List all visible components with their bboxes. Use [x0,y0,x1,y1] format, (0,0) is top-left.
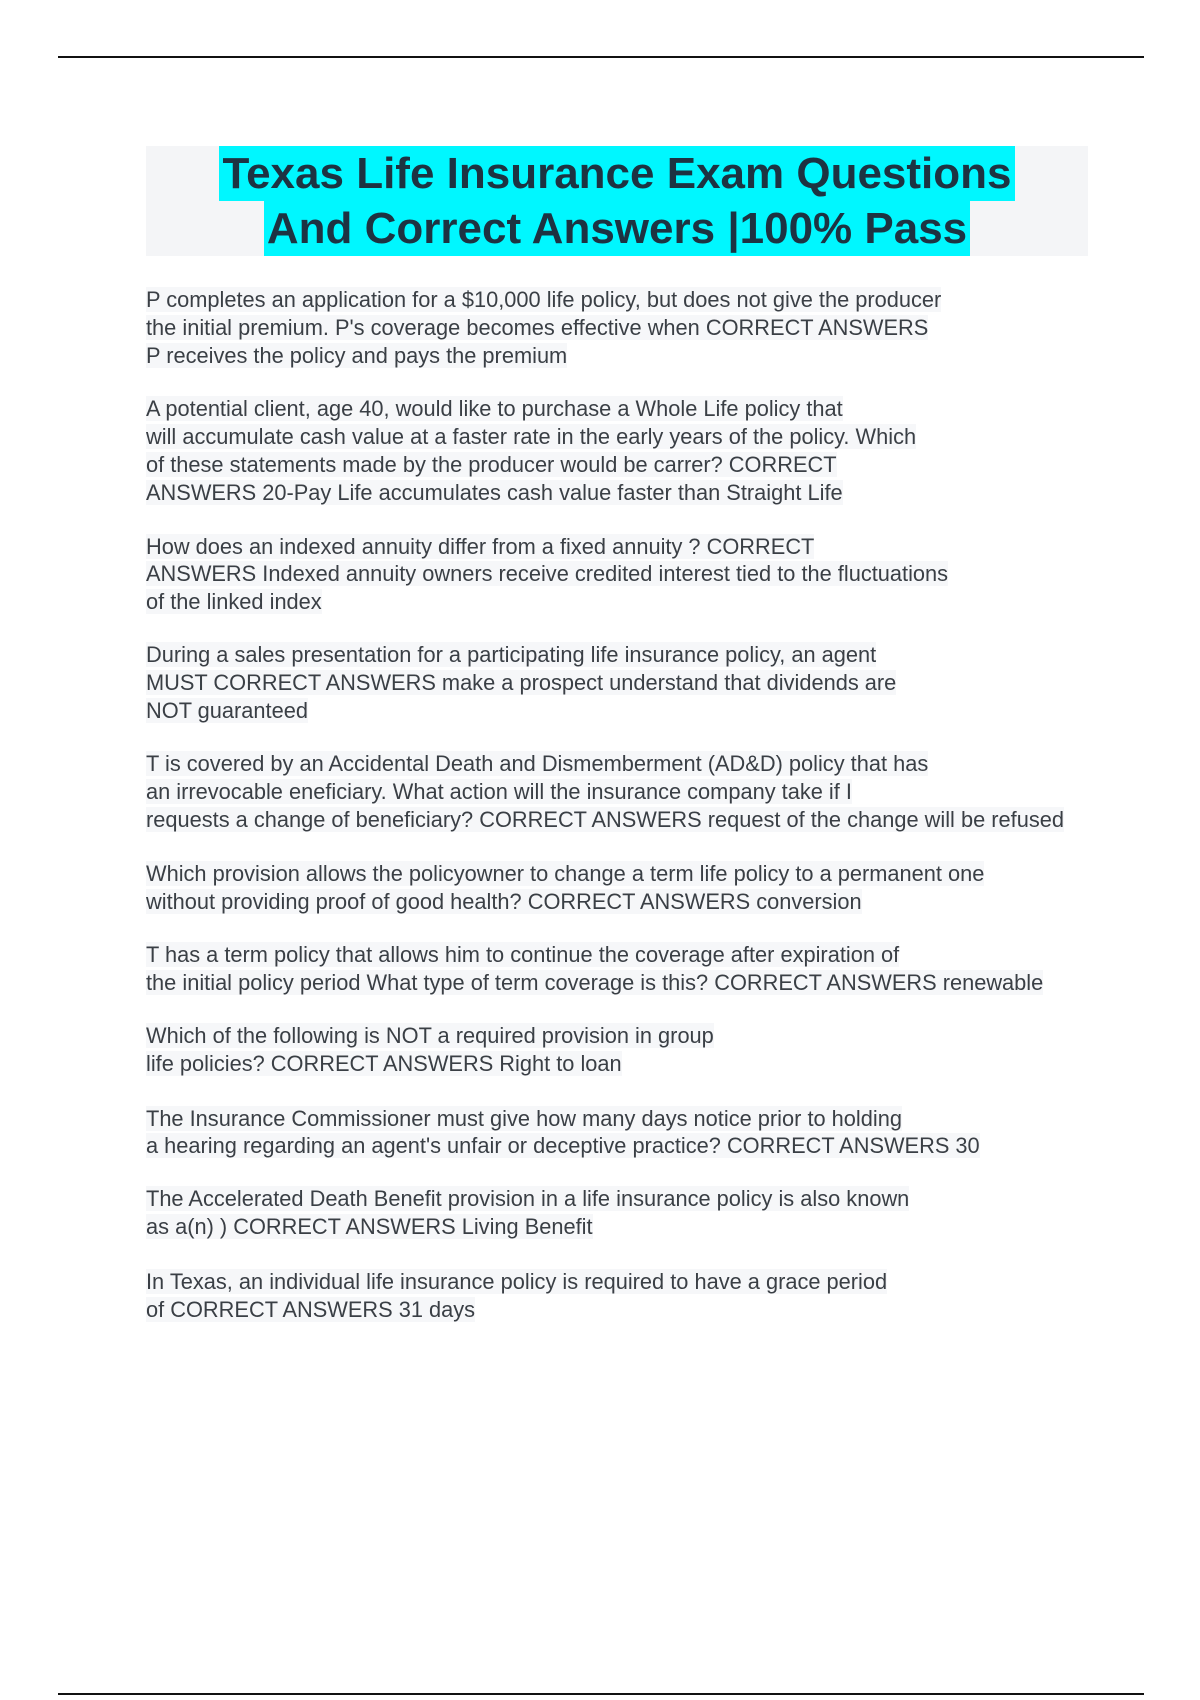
qa-item: The Insurance Commissioner must give how many days notice prior to holding a hearing regarding an agent's unfair or deceptive practice? CORRECT ANSWERS 30 [146,1105,980,1159]
top-rule [58,56,1144,58]
qa-item: P completes an application for a $10,000 life policy, but does not give the producer the initial premium. P's coverage becomes effective when CORRECT ANSWERS P receives the policy and pays the premium [146,287,942,368]
title-block [146,146,1088,256]
qa-item: In Texas, an individual life insurance policy is required to have a grace period of CORRECT ANSWERS 31 days [146,1268,888,1322]
qa-item: During a sales presentation for a participating life insurance policy, an agent MUST CORRECT ANSWERS make a prospect understand that dividends are NOT guaranteed [146,641,897,723]
qa-item: The Accelerated Death Benefit provision in a life insurance policy is also known as a(n) ) CORRECT ANSWERS Living Benefit [146,1186,910,1239]
qa-item: Which of the following is NOT a required provision in group life policies? CORRECT ANSWERS Right to loan [146,1022,714,1076]
qa-item: A potential client, age 40, would like to purchase a Whole Life policy that will accumulate cash value at a faster rate in the early years of the policy. Which of these statements made by the producer would be carrer? CORRECT ANSWERS 20-Pay Life accumulates cash value faster than Straight Life [146,396,917,505]
qa-item: T has a term policy that allows him to continue the coverage after expiration of the initial policy period What type of term coverage is this? CORRECT ANSWERS renewable [146,942,1044,996]
qa-item: How does an indexed annuity differ from a fixed annuity ? CORRECT ANSWERS Indexed annuity owners receive credited interest tied to the fluctuations of the linked index [146,533,949,615]
document-title-line-2: And Correct Answers |100% Pass [264,201,970,256]
bottom-rule [58,1693,1144,1695]
document-title-line-1: Texas Life Insurance Exam Questions [219,146,1014,201]
qa-list [146,286,1096,1323]
qa-item: Which provision allows the policyowner to change a term life policy to a permanent one without providing proof of good health? CORRECT ANSWERS conversion [146,860,985,914]
qa-item: T is covered by an Accidental Death and Dismemberment (AD&D) policy that has an irrevocable eneficiary. What action will the insurance company take if I requests a change of beneficiary? CORRECT ANSWERS request of the change will be refused [146,751,1064,832]
